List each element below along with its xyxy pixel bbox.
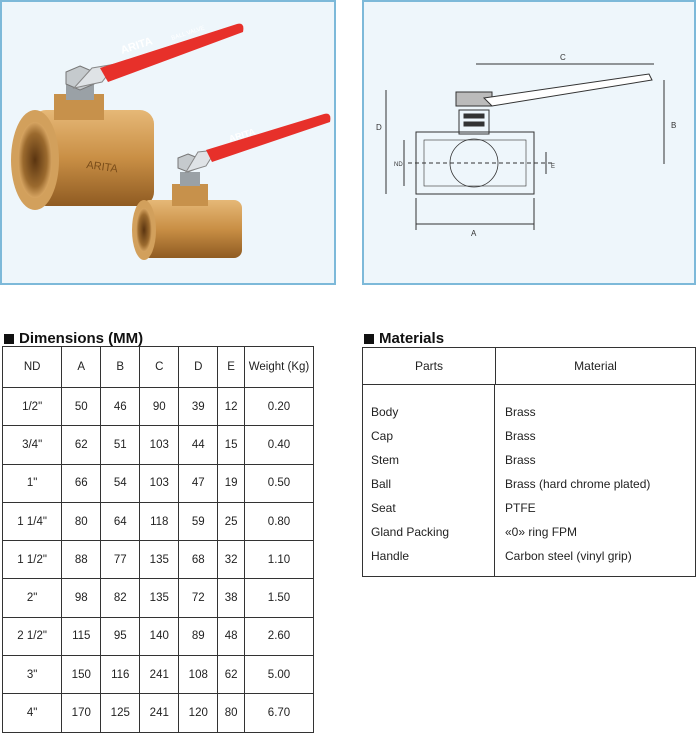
col-d: D [179, 347, 218, 388]
col-b: B [101, 347, 140, 388]
material-value: Brass [505, 429, 536, 443]
small-handle-brand-text: ARITA [227, 126, 257, 144]
table-row: 3/4" 62 51 103 44 15 0.40 [3, 426, 314, 464]
material-column [495, 385, 695, 577]
label-c: C [560, 53, 566, 62]
col-weight: Weight (Kg) [245, 347, 314, 388]
handle-model-text: BALL VALVE [170, 25, 206, 42]
part-name: Body [371, 405, 399, 419]
table-row: 1 1/2" 88 77 135 68 32 1.10 [3, 541, 314, 579]
materials-table [362, 347, 696, 577]
material-value: Carbon steel (vinyl grip) [505, 549, 632, 563]
part-name: Gland Packing [371, 525, 450, 539]
table-row: 1 1/4" 80 64 118 59 25 0.80 [3, 502, 314, 540]
col-e: E [218, 347, 245, 388]
label-e: E [551, 164, 556, 170]
part-name: Cap [371, 429, 394, 443]
handle-brand-text: ARITA [119, 35, 155, 57]
material-value: PTFE [505, 501, 536, 515]
col-c: C [140, 347, 179, 388]
label-d: D [376, 123, 382, 132]
table-row: 1/2" 50 46 90 39 12 0.20 [3, 388, 314, 426]
parts-column [363, 385, 495, 577]
col-nd: ND [3, 347, 62, 388]
valve-dimension-diagram [364, 2, 694, 283]
table-row: 1" 66 54 103 47 19 0.50 [3, 464, 314, 502]
large-valve [11, 24, 243, 210]
body-brand-text: ARITA [85, 159, 119, 176]
table-row: 4" 170 125 241 120 80 6.70 [3, 694, 314, 732]
product-photo-panel [0, 0, 336, 285]
square-bullet-icon [364, 334, 374, 344]
col-a: A [62, 347, 101, 388]
dimensions-title: Dimensions (MM) [4, 330, 143, 347]
part-name: Seat [371, 501, 396, 515]
label-a: A [471, 229, 477, 238]
material-value: Brass [505, 405, 536, 419]
label-nd: ND [394, 162, 403, 168]
technical-drawing-panel [362, 0, 696, 285]
material-value: Brass (hard chrome plated) [505, 477, 651, 491]
part-name: Ball [371, 477, 392, 491]
col-material: Material [574, 359, 617, 373]
material-value: «0» ring FPM [505, 525, 578, 539]
table-row: 2" 98 82 135 72 38 1.50 [3, 579, 314, 617]
handle-outline [484, 74, 652, 106]
square-bullet-icon [4, 334, 14, 344]
materials-title: Materials [364, 330, 444, 347]
part-name: Handle [371, 549, 410, 563]
materials-header-row [363, 348, 695, 385]
small-valve [132, 114, 330, 260]
dimensions-header-row [3, 347, 314, 388]
col-parts: Parts [363, 348, 496, 384]
ball-valve-photo [2, 2, 334, 283]
table-row: 3" 150 116 241 108 62 5.00 [3, 656, 314, 694]
label-b: B [671, 121, 677, 130]
material-value: Brass [505, 453, 536, 467]
table-row: 2 1/2" 115 95 140 89 48 2.60 [3, 617, 314, 655]
part-name: Stem [371, 453, 400, 467]
dimensions-table [2, 346, 314, 733]
